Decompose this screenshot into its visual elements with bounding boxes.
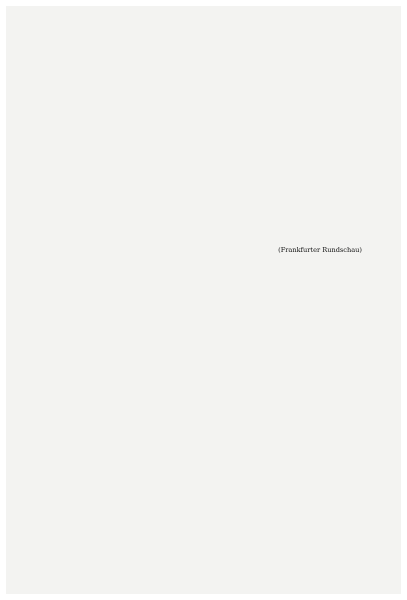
source-attribution: (Frankfurter Rundschau) <box>278 246 362 254</box>
summary-paragraph <box>50 229 362 239</box>
review-text <box>50 181 362 255</box>
closing-paragraph <box>50 213 362 223</box>
quote-paragraph <box>50 197 362 207</box>
intro-paragraph <box>50 181 362 191</box>
